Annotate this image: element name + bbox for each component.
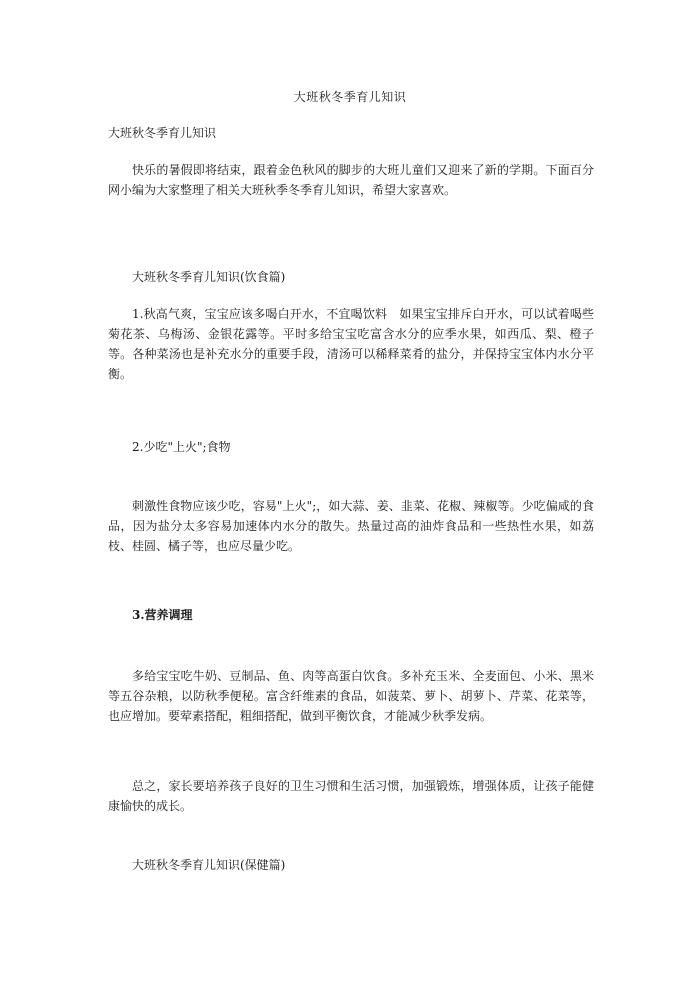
section-health-heading: 大班秋冬季育儿知识(保健篇) bbox=[132, 858, 286, 872]
item2-heading: 2.少吃"上火";食物 bbox=[132, 440, 231, 454]
item1-paragraph: 1.秋高气爽，宝宝应该多喝白开水，不宜喝饮料 如果宝宝排斥白开水，可以试着喝些菊花茶、乌梅汤、金银花露等。平时多给宝宝吃富含水分的应季水果，如西瓜、梨、橙子等。各种菜汤也是补充水分的重要手段，清汤可以稀释菜肴的盐分，并保持宝宝体内水分平衡。 bbox=[108, 307, 594, 381]
intro-paragraph: 快乐的暑假即将结束，跟着金色秋风的脚步的大班儿童们又迎来了新的学期。下面百分网小编为大家整理了相关大班秋季冬季育儿知识，希望大家喜欢。 bbox=[108, 163, 594, 197]
item2-paragraph: 刺激性食物应该少吃，容易"上火";，如大蒜、姜、韭菜、花椒、辣椒等。少吃偏咸的食品，因为盐分太多容易加速体内水分的散失。热量过高的油炸食品和一些热性水果，如荔枝、桂圆、橘子等，也应尽量少吃。 bbox=[108, 499, 594, 553]
document-title: 大班秋冬季育儿知识 bbox=[293, 90, 407, 104]
section-diet-heading: 大班秋冬季育儿知识(饮食篇) bbox=[132, 270, 286, 284]
summary-paragraph: 总之，家长要培养孩子良好的卫生习惯和生活习惯，加强锻炼，增强体质，让孩子能健康愉快的成长。 bbox=[108, 779, 594, 813]
item3-heading: 3.营养调理 bbox=[132, 608, 193, 622]
document-subtitle: 大班秋冬季育儿知识 bbox=[108, 126, 217, 140]
item3-paragraph: 多给宝宝吃牛奶、豆制品、鱼、肉等高蛋白饮食。多补充玉米、全麦面包、小米、黑米等五谷杂粮，以防秋季便秘。富含纤维素的食品，如菠菜、萝卜、胡萝卜、芹菜、花菜等，也应增加。要荤素搭配，粗细搭配，做到平衡饮食，才能减少秋季发病。 bbox=[108, 669, 594, 723]
